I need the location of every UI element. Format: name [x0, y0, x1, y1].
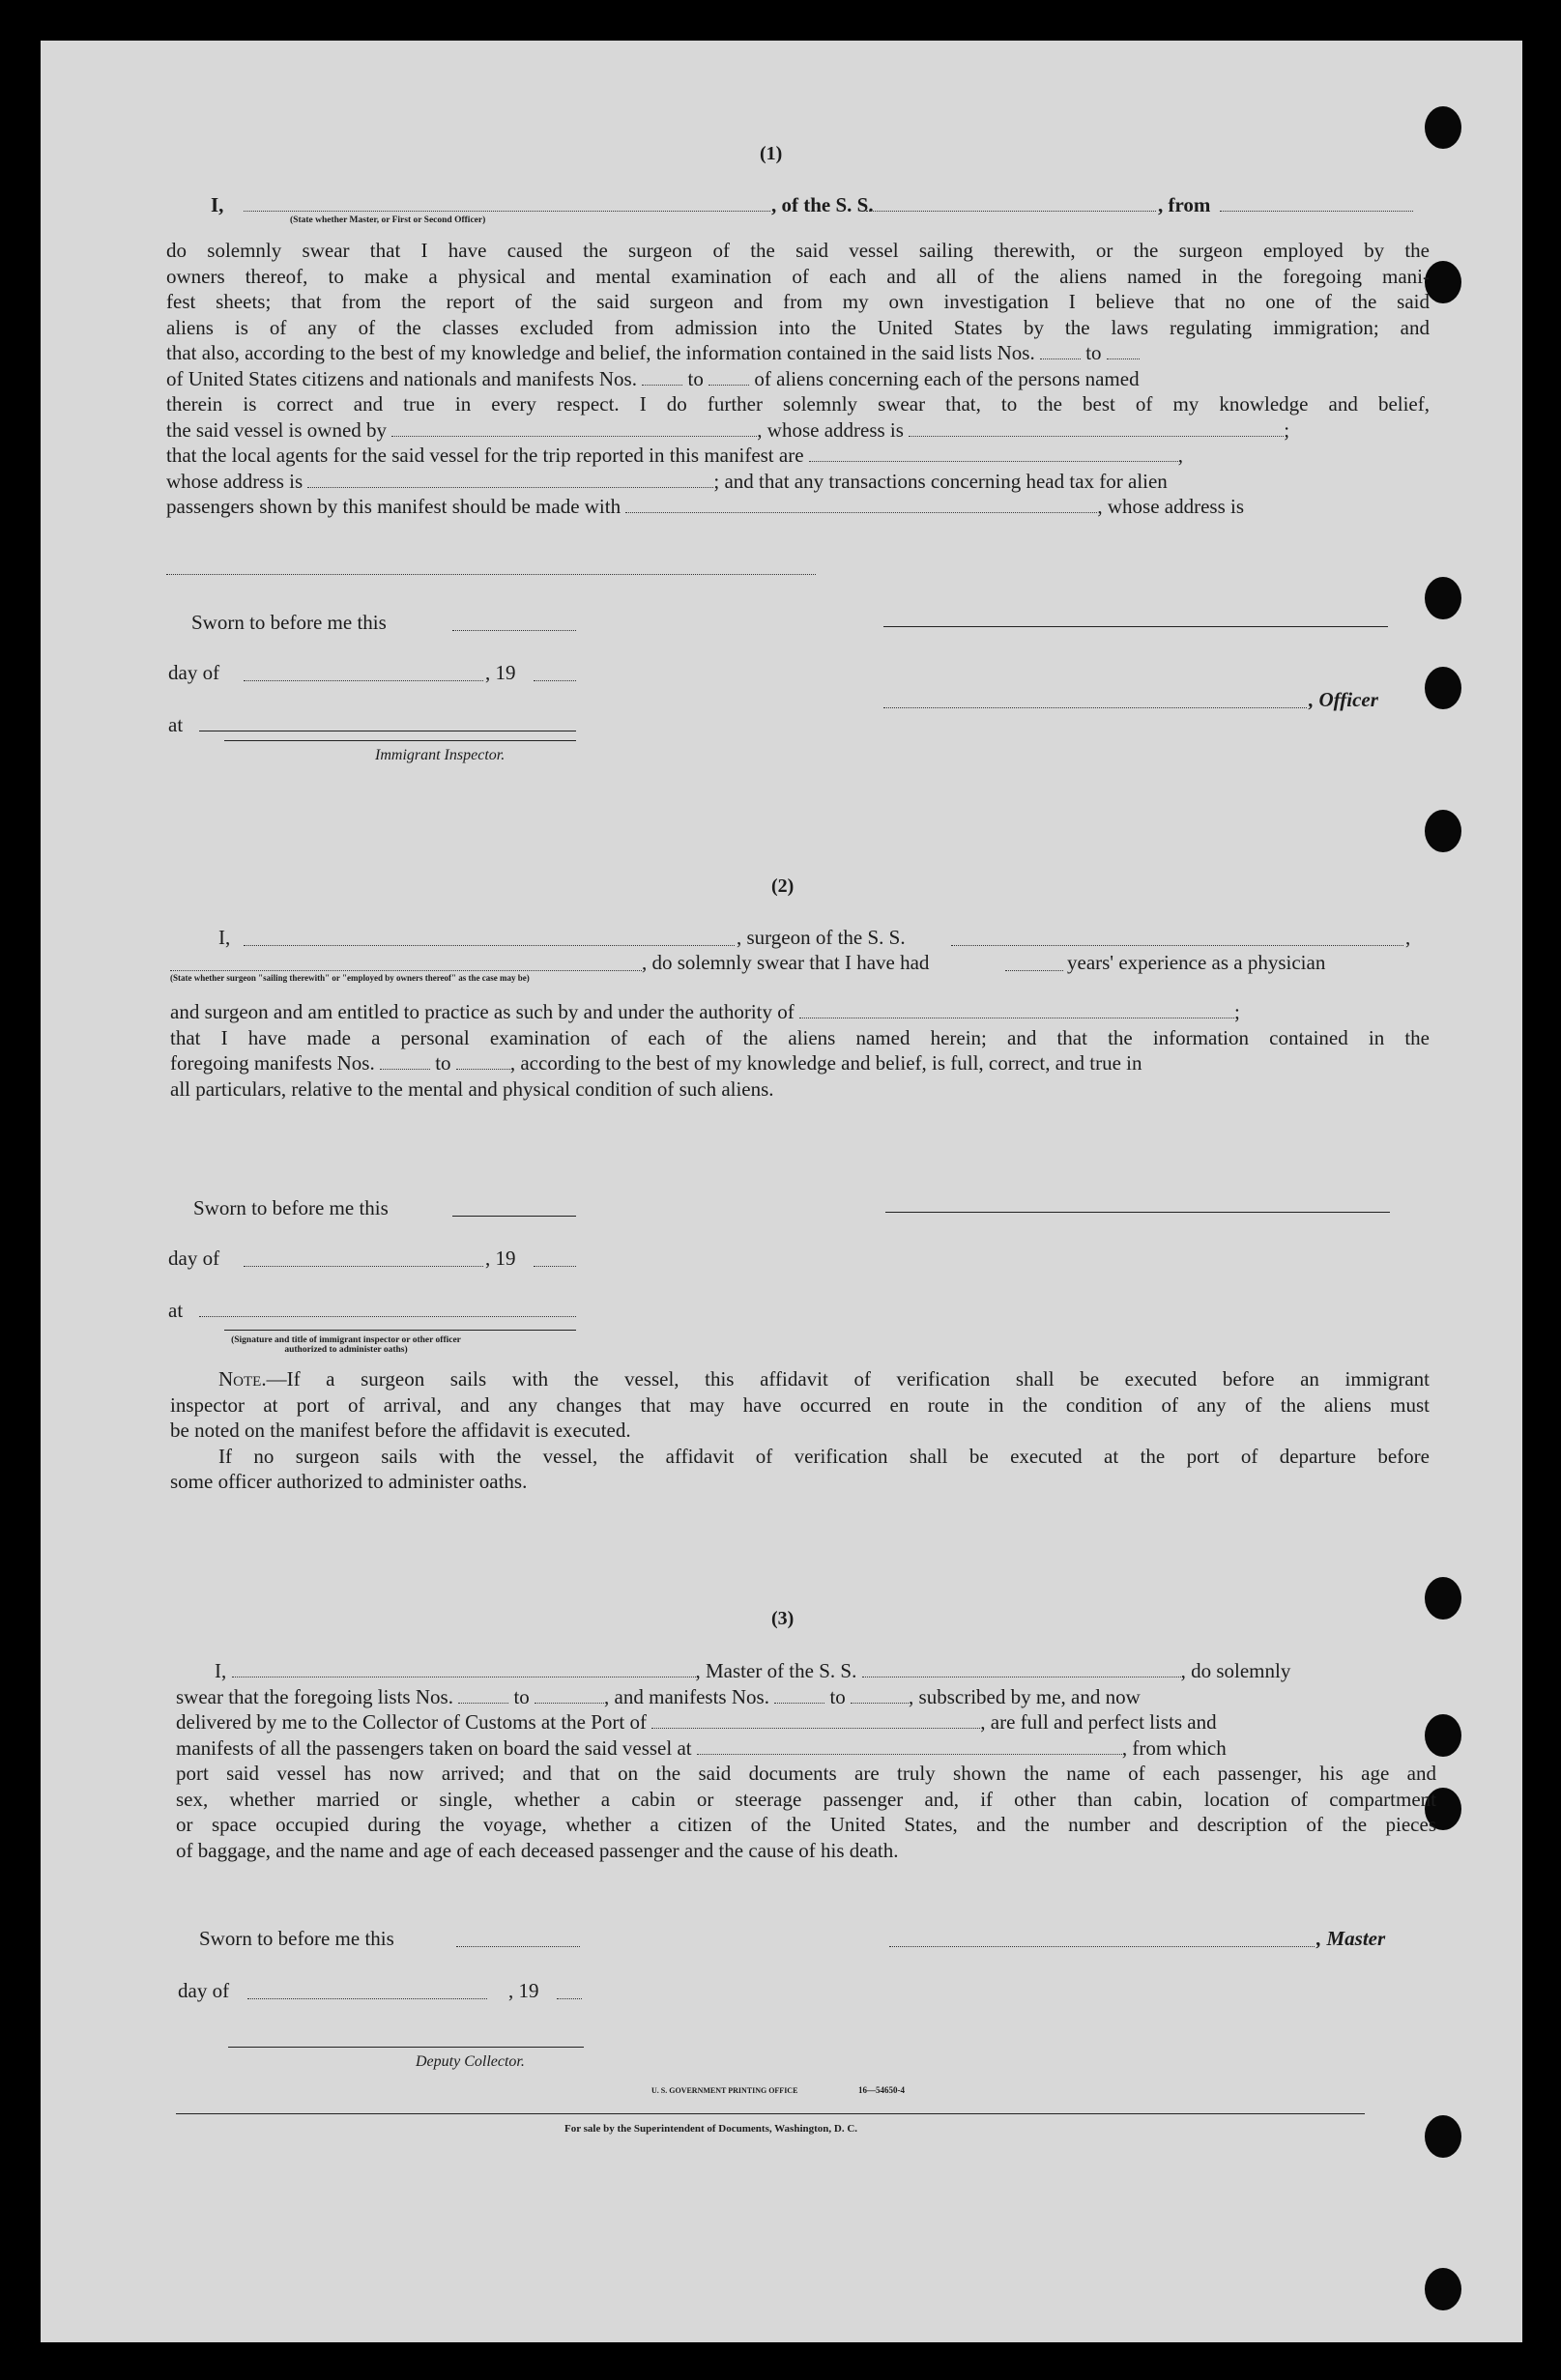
note-line: inspector at port of arrival, and any changes that may have occurred en route in the condition of any of the aliens must — [170, 1392, 1430, 1417]
inspector-signature-line[interactable] — [224, 1330, 576, 1331]
oath-line: manifests of all the passengers taken on board the said vessel at — [176, 1735, 692, 1760]
oath-line: delivered by me to the Collector of Customs at the Port of — [176, 1710, 647, 1734]
oath-text: , whose address is — [1097, 495, 1245, 518]
oath-text: ; and that any transactions concerning head tax for alien — [713, 469, 1168, 493]
punch-hole — [1425, 577, 1461, 619]
to-label: to — [435, 1051, 451, 1075]
footer-rule — [176, 2113, 1365, 2114]
oath-line: swear that the foregoing lists Nos. — [176, 1684, 453, 1708]
collector-signature-line[interactable] — [228, 2047, 584, 2048]
oath-line-manifests — [170, 1050, 1430, 1076]
owner-field[interactable] — [391, 436, 757, 437]
punch-hole — [1425, 2268, 1461, 2310]
oath-line-manifests — [166, 366, 1430, 392]
oath-line-owner — [166, 417, 1430, 444]
inspector-signature-note — [230, 1335, 462, 1355]
master-of-label: , Master of the S. S. — [695, 1659, 857, 1682]
year-label: , 19 — [485, 661, 516, 684]
oath-text: , are full and perfect lists and — [980, 1710, 1217, 1734]
surgeon-prefix: I, — [218, 926, 231, 949]
punch-hole — [1425, 261, 1461, 303]
oath-line: sex, whether married or single, whether a cabin or steerage passenger and, if other than cabin, location of compartment — [176, 1787, 1436, 1811]
oath-line: that the local agents for the said vessel for the trip reported in this manifest are — [166, 444, 804, 467]
section-3-oath — [176, 1658, 1436, 1863]
day-of-label: day of — [168, 1247, 220, 1270]
section-1-oath — [166, 238, 1430, 520]
section-2-number: (2) — [771, 875, 795, 897]
manifests-to-field[interactable] — [708, 385, 749, 386]
oath-line-agents — [166, 443, 1430, 469]
comma: , — [1405, 926, 1411, 949]
oath-text: , subscribed by me, and now — [909, 1684, 1141, 1708]
sworn-label: Sworn to before me this — [193, 1196, 389, 1219]
section-2-oath — [170, 999, 1430, 1102]
to-label: to — [513, 1684, 530, 1708]
year-field[interactable] — [534, 1266, 576, 1267]
at-label: at — [168, 1299, 184, 1322]
year-label: , 19 — [508, 1979, 539, 2002]
oath-line: of baggage, and the name and age of each deceased passenger and the cause of his death. — [176, 1838, 899, 1862]
oath-line-lists — [166, 340, 1430, 366]
day-of-field[interactable] — [247, 1998, 487, 1999]
manifests-from-field[interactable] — [642, 385, 682, 386]
punch-hole — [1425, 810, 1461, 852]
oath-text: , do solemnly — [1180, 1659, 1291, 1682]
officer-signature-line[interactable] — [883, 626, 1388, 627]
agents-field[interactable] — [809, 461, 1178, 462]
head-tax-contact-field[interactable] — [625, 512, 1097, 513]
form-page — [41, 41, 1522, 2342]
punch-hole — [1425, 667, 1461, 709]
sale-notice: For sale by the Superintendent of Documents, Washington, D. C. — [564, 2123, 858, 2135]
master-signature-line[interactable] — [889, 1946, 1315, 1947]
lists-to-field[interactable] — [1107, 358, 1140, 359]
oath-text: of aliens concerning each of the persons named — [754, 366, 1140, 390]
oath-line-head-tax — [166, 494, 1430, 520]
oath-text: , whose address is — [757, 417, 904, 442]
at-place-field[interactable] — [199, 1316, 576, 1317]
oath-line: aliens is of any of the classes excluded from admission into the United States by the laws regulating immigration; and — [166, 315, 1430, 339]
oath-line: or space occupied during the voyage, whether a citizen of the United States, and the number and description of the pieces — [176, 1813, 1436, 1836]
surgeon-capacity-field[interactable] — [170, 970, 642, 971]
year-field[interactable] — [534, 680, 576, 681]
day-of-label: day of — [178, 1979, 230, 2002]
punch-hole — [1425, 2115, 1461, 2158]
lists-from-field[interactable] — [458, 1703, 508, 1704]
years-field[interactable] — [1005, 970, 1063, 971]
oath-text: , from which — [1121, 1735, 1227, 1760]
oath-line: port said vessel has now arrived; and that on the said documents are truly shown the name of each passenger, his age and — [176, 1762, 1436, 1785]
collector-label: Deputy Collector. — [416, 2053, 525, 2070]
officer-name-field[interactable] — [883, 707, 1307, 708]
manifests-from-field[interactable] — [380, 1069, 430, 1070]
surgeon-of-label: , surgeon of the S. S. — [737, 926, 906, 949]
oath-text: ; — [1284, 417, 1290, 442]
manifests-to-field[interactable] — [456, 1069, 510, 1070]
oath-line-agent-address — [166, 469, 1430, 495]
note-line: If no surgeon sails with the vessel, the affidavit of verification shall be executed at the port of departure before — [218, 1444, 1430, 1468]
surgeon-vessel-field[interactable] — [951, 945, 1403, 946]
oath-line: foregoing manifests Nos. — [170, 1051, 375, 1075]
oath-line-departure — [176, 1735, 1436, 1762]
sworn-label: Sworn to before me this — [191, 611, 387, 634]
punch-hole — [1425, 1577, 1461, 1620]
oath-line-master — [176, 1658, 1436, 1684]
oath-line: that I have made a personal examination of each of the aliens named herein; and that the information contained in the — [170, 1025, 1430, 1049]
sworn-day-field[interactable] — [452, 1216, 576, 1217]
day-of-label: day of — [168, 661, 220, 684]
oath-line: owners thereof, to make a physical and mental examination of each and all of the aliens named in the foregoing mani- — [166, 264, 1430, 288]
lists-to-field[interactable] — [535, 1703, 604, 1704]
oath-line-authority — [170, 999, 1430, 1025]
master-label: , Master — [1316, 1927, 1386, 1950]
swear-label: , do solemnly swear that I have had — [642, 951, 930, 974]
printing-office: U. S. GOVERNMENT PRINTING OFFICE — [651, 2086, 798, 2095]
surgeon-capacity-note: (State whether surgeon "sailing therewith" or "employed by owners thereof" as the case may be) — [170, 973, 530, 983]
manifests-to-field[interactable] — [851, 1703, 909, 1704]
oath-line: all particulars, relative to the mental and physical condition of such aliens. — [170, 1076, 774, 1101]
note-text: —If a surgeon sails with the vessel, this affidavit of verification shall be executed before an immigrant — [266, 1367, 1430, 1391]
to-label: to — [687, 366, 704, 390]
oath-line: passengers shown by this manifest should be made with — [166, 495, 622, 518]
vessel-field[interactable] — [866, 211, 1156, 212]
oath-line-port — [176, 1709, 1436, 1735]
at-label: at — [168, 713, 184, 736]
officer-title-note: (State whether Master, or First or Second Officer) — [290, 215, 486, 225]
master-prefix: I, — [215, 1659, 227, 1682]
oath-line: do solemnly swear that I have caused the surgeon of the said vessel sailing therewith, or the surgeon employed by the — [166, 239, 1430, 262]
departure-port-field[interactable] — [697, 1754, 1122, 1755]
head-tax-address-field[interactable] — [166, 574, 816, 575]
oath-line: fest sheets; that from the report of the said surgeon and from my own investigation I believe that no one of the said — [166, 290, 1430, 313]
officer-line-prefix: I, — [211, 193, 224, 216]
oath-line: that also, according to the best of my knowledge and belief, the information contained in the said lists Nos. — [166, 341, 1035, 364]
lists-from-field[interactable] — [1040, 358, 1081, 359]
oath-line-lists — [176, 1684, 1436, 1710]
day-of-field[interactable] — [244, 1266, 483, 1267]
oath-line: therein is correct and true in every respect. I do further solemnly swear that, to the best of my knowledge and belief, — [166, 392, 1430, 416]
oath-text: , and manifests Nos. — [604, 1684, 769, 1708]
note-line: some officer authorized to administer oaths. — [170, 1470, 528, 1493]
from-label: , from — [1158, 193, 1211, 216]
oath-line: of United States citizens and nationals and manifests Nos. — [166, 366, 637, 390]
inspector-signature-note-text: (Signature and title of immigrant inspector or other officer authorized to administer oaths) — [231, 1335, 461, 1355]
officer-title-field[interactable] — [244, 211, 770, 212]
year-field[interactable] — [557, 1998, 582, 1999]
inspector-signature-line[interactable] — [224, 740, 576, 741]
surgeon-signature-line[interactable] — [885, 1212, 1390, 1213]
oath-line: the said vessel is owned by — [166, 417, 388, 442]
owner-address-field[interactable] — [909, 436, 1284, 437]
punch-hole — [1425, 106, 1461, 149]
section-3-number: (3) — [771, 1608, 795, 1629]
agent-address-field[interactable] — [307, 487, 713, 488]
section-2-note — [170, 1366, 1430, 1495]
to-label: to — [829, 1684, 846, 1708]
oath-line: and surgeon and am entitled to practice as such by and under the authority of — [170, 1000, 795, 1023]
officer-label: , Officer — [1309, 688, 1378, 711]
from-field[interactable] — [1220, 211, 1413, 212]
vessel-label: , of the S. S. — [771, 193, 874, 216]
sworn-label: Sworn to before me this — [199, 1927, 394, 1950]
sworn-day-field[interactable] — [452, 630, 576, 631]
oath-line: whose address is — [166, 469, 304, 493]
surgeon-name-field[interactable] — [244, 945, 735, 946]
section-1-number: (1) — [760, 143, 783, 164]
oath-text: , — [1177, 444, 1184, 467]
note-line — [170, 1366, 1430, 1392]
form-number: 16—54650-4 — [858, 2085, 905, 2095]
manifests-from-field[interactable] — [774, 1703, 824, 1704]
inspector-label: Immigrant Inspector. — [375, 747, 506, 763]
oath-text: ; — [1234, 1000, 1240, 1023]
note-line: be noted on the manifest before the affidavit is executed. — [170, 1419, 631, 1442]
day-of-field[interactable] — [244, 680, 483, 681]
sworn-day-field[interactable] — [456, 1946, 580, 1947]
note-label: Note. — [218, 1367, 267, 1391]
port-field[interactable] — [651, 1728, 980, 1729]
oath-text: , according to the best of my knowledge and belief, is full, correct, and true in — [509, 1051, 1142, 1075]
to-label: to — [1085, 341, 1102, 364]
year-label: , 19 — [485, 1247, 516, 1270]
years-label: years' experience as a physician — [1067, 951, 1326, 974]
